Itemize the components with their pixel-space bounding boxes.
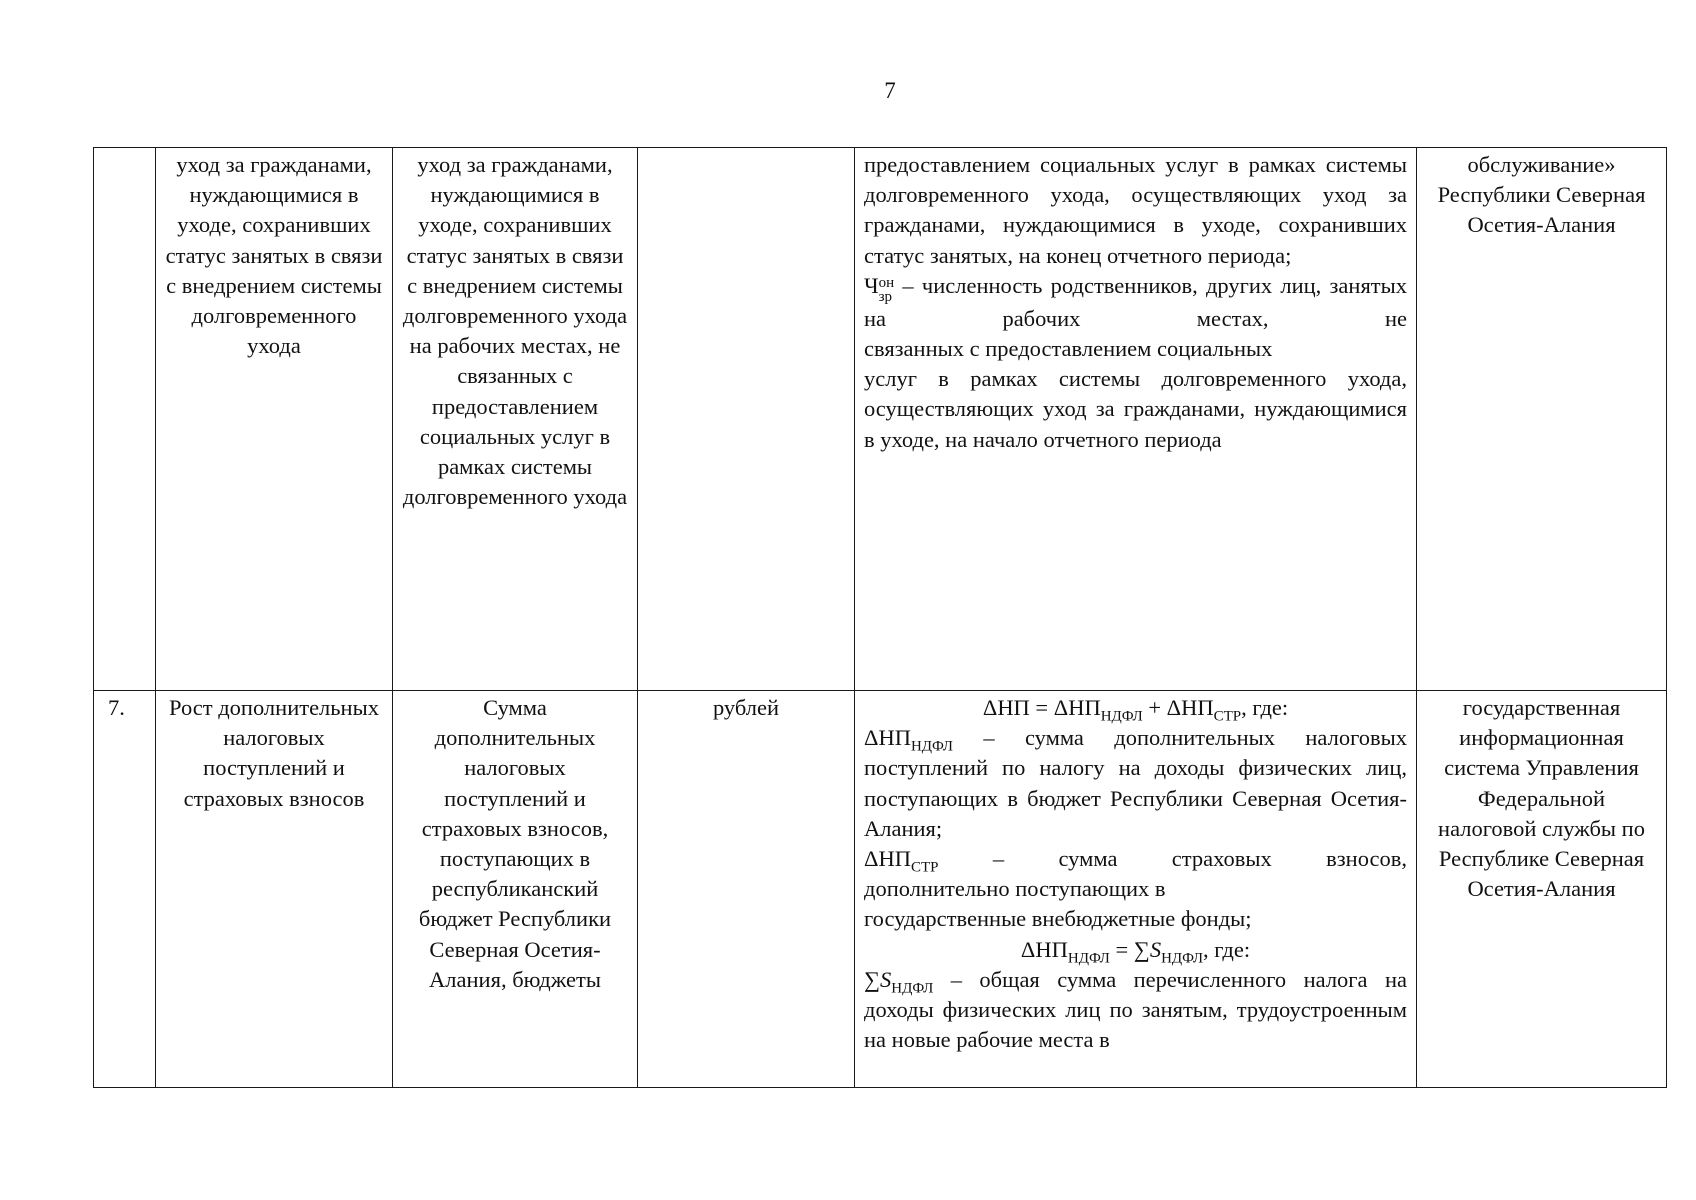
unit-of-measure: рублей (712, 695, 780, 720)
source-cell (1417, 691, 1667, 1088)
table-row (94, 691, 1667, 1088)
variable-definition-str (864, 844, 1407, 874)
source-cell (1417, 148, 1667, 691)
variable-superscript: он (878, 274, 895, 291)
row-number-cell (94, 148, 156, 691)
variable-definition-sum (864, 965, 1407, 1056)
indicator-definition-cell (393, 691, 638, 1088)
indicator-name: уход за гражданами, нуждающимися в уходе, сохранивших статус занятых в связи с внедрением системы долговременного ухода (165, 152, 383, 359)
variable-indices (879, 276, 895, 304)
variable-description: – численность родственников, других лиц, занятых на рабочих местах, не (864, 272, 1408, 331)
variable-description: – общая сумма перечисленного налога на доходы физических лиц по занятым, трудоустроенным на новые рабочие места в (864, 966, 1407, 1053)
formula-subscript: НДФЛ (1161, 950, 1204, 967)
data-source: государственная информационная система Управления Федеральной налоговой службы по Республике Северная Осетия-Алания (1438, 695, 1645, 902)
formula-part: , где: (1241, 695, 1289, 720)
page-number: 7 (884, 78, 896, 103)
method-paragraph-end: услуг в рамках системы долговременного ухода, осуществляющих уход за гражданами, нуждающимися в уходе, на начало отчетного периода (864, 366, 1407, 452)
row-number-cell (94, 691, 156, 1088)
variable-subscript: НДФЛ (891, 980, 934, 997)
variable-description: – сумма страховых взносов, (938, 846, 1407, 872)
formula-part: ΔНП (1020, 936, 1068, 962)
variable-symbol: S (880, 966, 892, 992)
formula-sum (864, 935, 1407, 965)
variable-symbol: ΔНП (864, 725, 911, 751)
formula-subscript: СТР (1213, 708, 1242, 725)
variable-symbol: Ч (864, 272, 879, 298)
formula-part: = ∑ (1109, 936, 1150, 962)
table-row (94, 148, 1667, 691)
variable-definition-ndfl (864, 723, 1407, 844)
variable-subscript: зр (878, 288, 893, 305)
variable-symbol: ΔНП (864, 846, 911, 872)
formula-part: + ΔНП (1142, 695, 1214, 720)
data-source: обслуживание» Республики Северная Осетия-Алания (1437, 152, 1646, 238)
method-cell (855, 148, 1417, 691)
variable-description: – сумма дополнительных налоговых поступлений по налогу на доходы физических лиц, поступающих в бюджет Республики Северная Осетия-Алания; (864, 725, 1407, 841)
formula-part: ΔНП = ΔНП (982, 695, 1101, 720)
method-line: дополнительно поступающих в (864, 876, 1166, 902)
variable-subscript: СТР (910, 859, 939, 876)
method-paragraph: предоставлением социальных услуг в рамках системы долговременного ухода, осуществляющих уход за гражданами, нуждающимися в уходе, сохранивших статус занятых, на конец отчетного периода; (864, 152, 1407, 268)
formula-part: , где: (1203, 936, 1251, 962)
formula-main (864, 693, 1407, 723)
method-line: связанных с предоставлением социальных (864, 336, 1273, 362)
variable-subscript: НДФЛ (910, 738, 953, 755)
formula-subscript: НДФЛ (1067, 950, 1110, 967)
method-line: государственные внебюджетные фонды; (864, 906, 1252, 932)
row-number: 7. (108, 695, 125, 720)
unit-cell (638, 148, 855, 691)
indicator-table (93, 147, 1667, 1088)
formula-subscript: НДФЛ (1100, 708, 1143, 725)
indicator-name-cell (156, 691, 393, 1088)
indicator-name-cell (156, 148, 393, 691)
indicator-definition: уход за гражданами, нуждающимися в уходе, сохранивших статус занятых в связи с внедрением системы долговременного ухода на рабочих местах, не связанных с предоставлением социальных услуг в рамках системы долговременного ухода (402, 152, 628, 510)
indicator-definition: Сумма дополнительных налоговых поступлений и страховых взносов, поступающих в республиканский бюджет Республики Северная Осетия-Алания, бюджеты (418, 695, 612, 992)
method-variable-definition (864, 271, 1407, 334)
method-cell (855, 691, 1417, 1088)
variable-symbol: ∑ (864, 966, 881, 992)
indicator-name: Рост дополнительных налоговых поступлений и страховых взносов (169, 695, 379, 811)
formula-variable: S (1149, 936, 1162, 962)
indicator-definition-cell (393, 148, 638, 691)
unit-cell (638, 691, 855, 1088)
